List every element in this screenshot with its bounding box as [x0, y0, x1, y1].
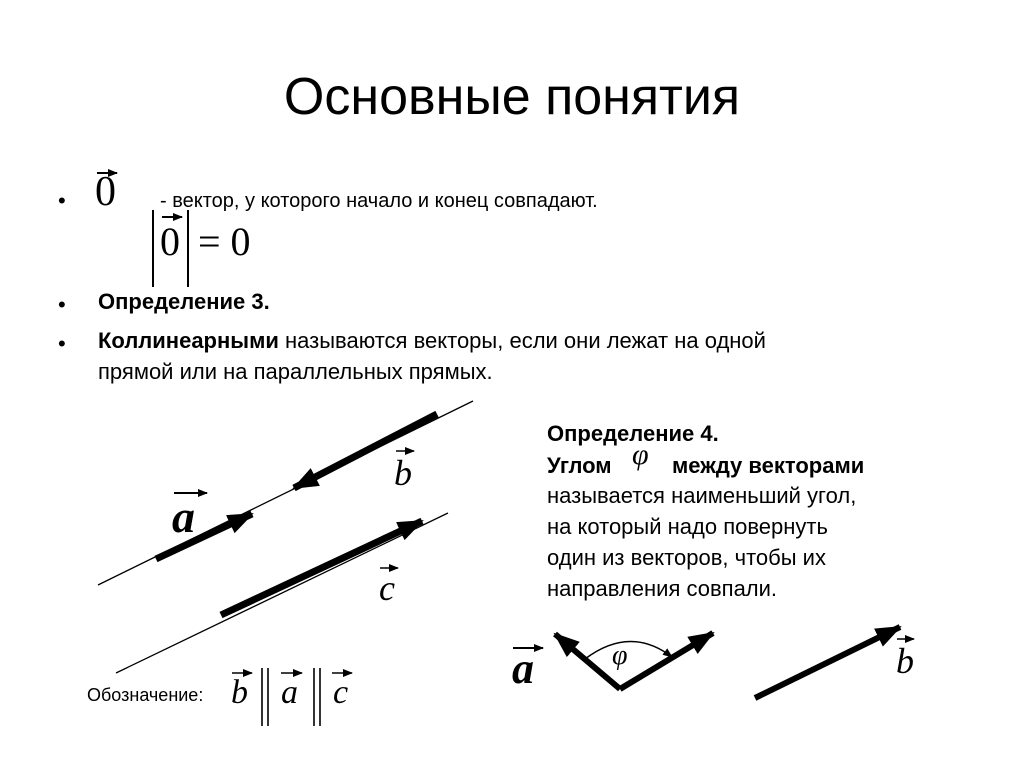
vector-b-arrow — [294, 414, 437, 488]
zero-vector-formula-eq: = 0 — [198, 219, 251, 264]
vector-label-a: a — [172, 491, 195, 542]
angle-word: Углом — [547, 453, 612, 478]
definition-3-line2: прямой или на параллельных прямых. — [98, 359, 493, 384]
definition-3-text1: называются векторы, если они лежат на одной — [278, 328, 766, 353]
zero-vector-formula-zero: 0 — [160, 219, 180, 264]
slide-title: Основные понятия — [283, 68, 741, 126]
bullet-dot: • — [58, 188, 66, 213]
angle-label-phi: φ — [612, 640, 628, 671]
bullet-dot: • — [58, 292, 66, 317]
between-vectors: между векторами — [672, 453, 865, 478]
notation-label: Обозначение: — [87, 685, 204, 705]
collinear-term: Коллинеарными — [98, 328, 279, 353]
line-lower — [116, 513, 448, 673]
angle-vector-a — [555, 634, 620, 689]
bullet-dot: • — [58, 331, 66, 356]
zero-vector-symbol: 0 — [95, 169, 116, 215]
phi-symbol: φ — [632, 438, 649, 471]
notation-c: c — [333, 674, 349, 711]
notation-a: a — [281, 674, 298, 711]
definition-4-heading: Определение 4. — [547, 421, 719, 446]
vector-label-c: c — [379, 568, 395, 608]
definition-4-line: на который надо повернуть — [547, 514, 828, 539]
vector-a-arrow — [156, 514, 252, 559]
vector-label-b: b — [394, 453, 412, 493]
zero-vector-description: - вектор, у которого начало и конец совпадают. — [160, 190, 598, 212]
right-vector-b — [755, 627, 900, 698]
notation-b: b — [231, 674, 248, 711]
definition-4-line: называется наименьший угол, — [547, 483, 857, 508]
definition-4-line: один из векторов, чтобы их — [547, 545, 826, 570]
line-upper — [98, 401, 473, 585]
definition-4-line: направления совпали. — [547, 576, 778, 601]
definition-3-heading: Определение 3. — [98, 289, 270, 314]
angle-label-a: a — [512, 644, 534, 693]
right-label-b: b — [896, 641, 914, 681]
angle-arc — [585, 641, 672, 659]
